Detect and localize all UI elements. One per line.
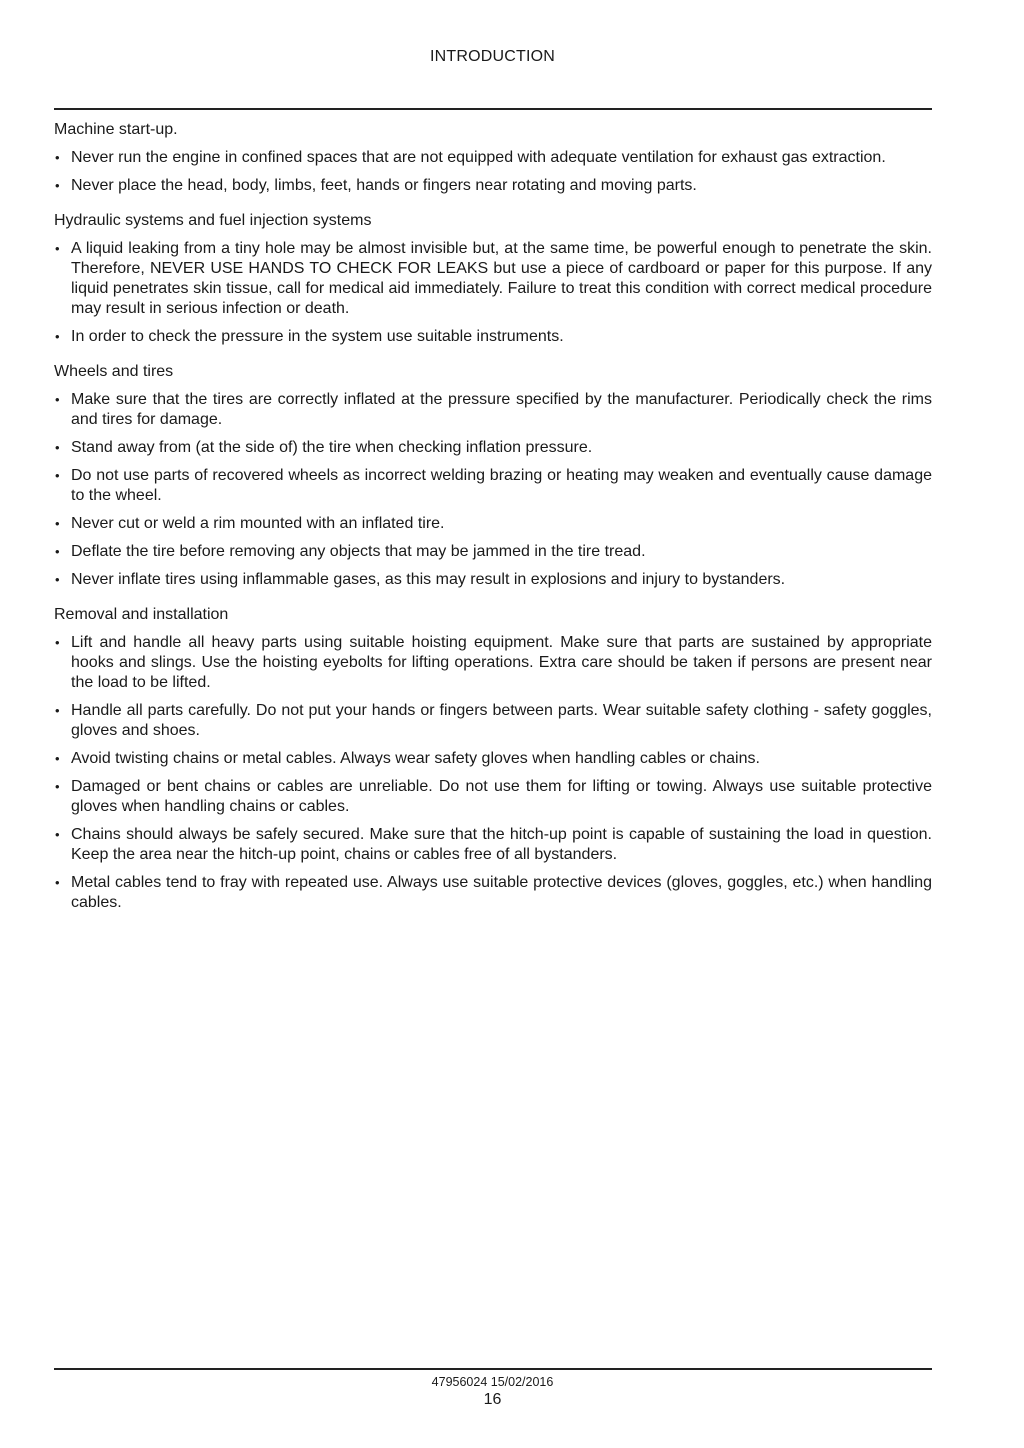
list-item: • Deflate the tire before removing any objects that may be jammed in the tire tread. <box>54 542 932 562</box>
list-item: • Chains should always be safely secured. Make sure that the hitch-up point is capable of sustaining the load in question. Keep the area near the hitch-up point, chains or cables free of all bystanders. <box>54 825 932 865</box>
list-item: • A liquid leaking from a tiny hole may be almost invisible but, at the same time, be powerful enough to penetrate the skin. Therefore, NEVER USE HANDS TO CHECK FOR LEAKS but use a piece of cardboard or paper for this purpose. If any liquid penetrates skin tissue, call for medical aid immediately. Failure to treat this condition with correct medical procedure may result in serious infection or death. <box>54 239 932 319</box>
section-title: Hydraulic systems and fuel injection systems <box>54 212 372 229</box>
list-item: • Lift and handle all heavy parts using suitable hoisting equipment. Make sure that parts are sustained by appropriate hooks and slings. Use the hoisting eyebolts for lifting operations. Extra care should be taken if persons are present near the load to be lifted. <box>54 633 932 693</box>
section-removal-and-installation <box>54 605 932 913</box>
list-item: • Metal cables tend to fray with repeated use. Always use suitable protective devices (gloves, goggles, etc.) when handling cables. <box>54 873 932 913</box>
list-item: • Never inflate tires using inflammable gases, as this may result in explosions and injury to bystanders. <box>54 570 932 590</box>
list-item: • Never run the engine in confined spaces that are not equipped with adequate ventilation for exhaust gas extraction. <box>54 148 932 168</box>
section-title: Removal and installation <box>54 606 229 623</box>
bullet-list <box>54 633 932 913</box>
section-title: Wheels and tires <box>54 363 174 380</box>
list-item: • Handle all parts carefully. Do not put your hands or fingers between parts. Wear suitable safety clothing - safety goggles, gloves and shoes. <box>54 701 932 741</box>
footer-divider <box>54 1368 932 1370</box>
document-body <box>54 120 932 928</box>
bullet-list <box>54 390 932 590</box>
section-title: Machine start-up. <box>54 121 178 138</box>
list-item: • Damaged or bent chains or cables are unreliable. Do not use them for lifting or towing. Always use suitable protective gloves when handling chains or cables. <box>54 777 932 817</box>
list-item: • Never cut or weld a rim mounted with an inflated tire. <box>54 514 932 534</box>
page-header-title: INTRODUCTION <box>429 48 556 65</box>
header-divider <box>54 108 932 110</box>
document-code: 47956024 15/02/2016 <box>431 1375 554 1389</box>
section-hydraulic-systems <box>54 211 932 347</box>
page-number: 16 <box>483 1391 502 1408</box>
list-item: • In order to check the pressure in the system use suitable instruments. <box>54 327 932 347</box>
list-item: • Avoid twisting chains or metal cables. Always wear safety gloves when handling cables or chains. <box>54 749 932 769</box>
bullet-list <box>54 239 932 347</box>
list-item: • Never place the head, body, limbs, feet, hands or fingers near rotating and moving parts. <box>54 176 932 196</box>
section-machine-start-up <box>54 120 932 196</box>
section-wheels-and-tires <box>54 362 932 590</box>
bullet-list <box>54 148 932 196</box>
list-item: • Stand away from (at the side of) the tire when checking inflation pressure. <box>54 438 932 458</box>
list-item: • Do not use parts of recovered wheels as incorrect welding brazing or heating may weaken and eventually cause damage to the wheel. <box>54 466 932 506</box>
list-item: • Make sure that the tires are correctly inflated at the pressure specified by the manufacturer. Periodically check the rims and tires for damage. <box>54 390 932 430</box>
